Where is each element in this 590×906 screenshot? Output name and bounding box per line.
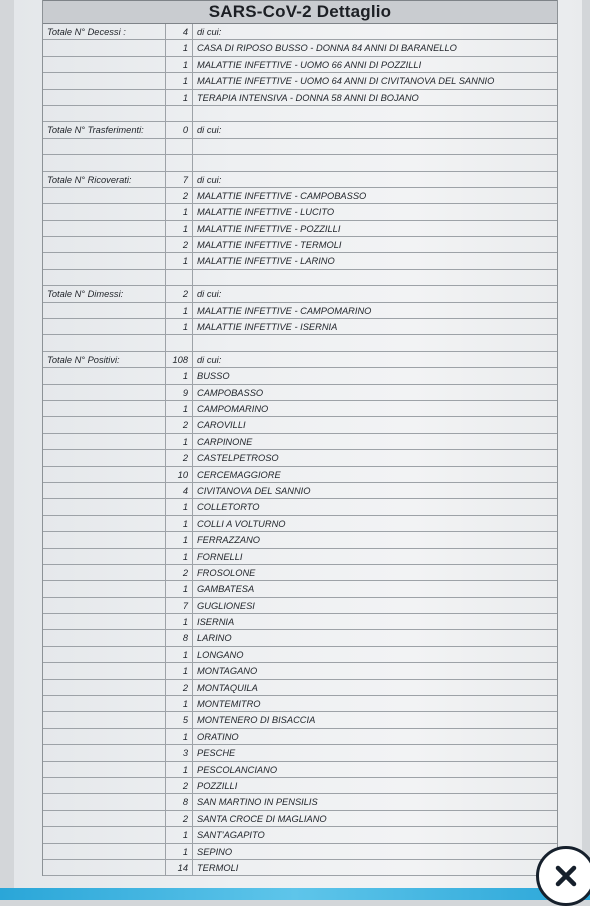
table-row [43, 57, 557, 73]
table-row [43, 630, 557, 646]
row-count: 7 [165, 172, 193, 187]
row-label: Totale N° Trasferimenti: [47, 125, 144, 136]
row-count: 7 [165, 598, 193, 613]
row-count: 1 [165, 73, 193, 88]
row-label: Totale N° Ricoverati: [47, 174, 132, 185]
table-row [43, 270, 557, 286]
row-count: 14 [165, 860, 193, 875]
row-label [47, 417, 165, 432]
row-label [47, 860, 165, 875]
row-label [47, 778, 165, 793]
table-row [43, 614, 557, 630]
row-description: MALATTIE INFETTIVE - CAMPOMARINO [197, 305, 372, 316]
row-count: 1 [165, 844, 193, 859]
table-row [43, 729, 557, 745]
row-count: 1 [165, 90, 193, 105]
row-label [47, 319, 165, 334]
row-description: MALATTIE INFETTIVE - UOMO 66 ANNI DI POZZILLI [197, 59, 422, 70]
row-label [47, 712, 165, 727]
row-count: 2 [165, 237, 193, 252]
table-row [43, 40, 557, 56]
table-row [43, 155, 557, 171]
row-label [47, 450, 165, 465]
row-count: 1 [165, 581, 193, 596]
row-count: 2 [165, 778, 193, 793]
row-label [47, 630, 165, 645]
row-label [47, 90, 165, 105]
row-count: 1 [165, 303, 193, 318]
row-count: 10 [165, 467, 193, 482]
table-row [43, 860, 557, 876]
row-description: CIVITANOVA DEL SANNIO [197, 485, 311, 496]
row-count: 2 [165, 188, 193, 203]
table-row [43, 73, 557, 89]
row-label [47, 680, 165, 695]
row-description: SAN MARTINO IN PENSILIS [197, 797, 318, 808]
row-count: 1 [165, 549, 193, 564]
row-count: 1 [165, 729, 193, 744]
row-label [47, 647, 165, 662]
row-label [47, 499, 165, 514]
row-label [47, 827, 165, 842]
row-description: MALATTIE INFETTIVE - LUCITO [197, 207, 335, 218]
row-label: Totale N° Dimessi: [47, 289, 124, 300]
row-count: 8 [165, 794, 193, 809]
row-label [47, 565, 165, 580]
row-description: COLLI A VOLTURNO [197, 518, 286, 529]
row-count [165, 335, 193, 350]
table-row [43, 90, 557, 106]
table-row [43, 565, 557, 581]
row-count: 3 [165, 745, 193, 760]
table-row [43, 401, 557, 417]
row-description: BUSSO [197, 371, 230, 382]
row-count: 8 [165, 630, 193, 645]
table-row [43, 844, 557, 860]
row-count: 1 [165, 499, 193, 514]
row-description: GUGLIONESI [197, 600, 255, 611]
table-row [43, 647, 557, 663]
table-row [43, 237, 557, 253]
row-count: 1 [165, 40, 193, 55]
row-description: COLLETORTO [197, 502, 260, 513]
row-count [165, 106, 193, 121]
row-count: 1 [165, 696, 193, 711]
total-row [43, 352, 557, 368]
row-count: 2 [165, 811, 193, 826]
row-count: 1 [165, 532, 193, 547]
row-label [47, 581, 165, 596]
table-row [43, 663, 557, 679]
row-label [47, 368, 165, 383]
row-label [47, 155, 165, 170]
row-label [47, 762, 165, 777]
table-row [43, 417, 557, 433]
row-count: 0 [165, 122, 193, 137]
row-description: PESCOLANCIANO [197, 764, 278, 775]
row-description: CERCEMAGGIORE [197, 469, 281, 480]
row-label [47, 221, 165, 236]
row-description: FROSOLONE [197, 567, 256, 578]
table-row [43, 303, 557, 319]
row-label [47, 663, 165, 678]
close-icon [551, 861, 581, 891]
row-description: di cui: [197, 125, 222, 136]
row-count: 1 [165, 614, 193, 629]
row-label [47, 401, 165, 416]
table-row [43, 450, 557, 466]
row-description: ISERNIA [197, 617, 235, 628]
table-row [43, 499, 557, 515]
row-label [47, 532, 165, 547]
row-description: SEPINO [197, 846, 233, 857]
close-button[interactable] [536, 846, 590, 906]
table-row [43, 483, 557, 499]
row-label [47, 270, 165, 285]
row-description: MONTAQUILA [197, 682, 258, 693]
row-description: CAMPOBASSO [197, 387, 264, 398]
row-label [47, 811, 165, 826]
row-count: 1 [165, 647, 193, 662]
row-description: CAMPOMARINO [197, 403, 269, 414]
table-row [43, 598, 557, 614]
row-description: FORNELLI [197, 551, 243, 562]
row-count: 1 [165, 762, 193, 777]
table-row [43, 434, 557, 450]
table-row [43, 188, 557, 204]
row-description: CARPINONE [197, 436, 253, 447]
row-description: CASA DI RIPOSO BUSSO - DONNA 84 ANNI DI BARANELLO [197, 43, 457, 54]
table-row [43, 532, 557, 548]
row-description: CAROVILLI [197, 420, 246, 431]
row-description: CASTELPETROSO [197, 453, 279, 464]
row-description: SANTA CROCE DI MAGLIANO [197, 813, 327, 824]
row-label [47, 614, 165, 629]
row-count: 9 [165, 385, 193, 400]
row-label [47, 303, 165, 318]
row-description: di cui: [197, 289, 222, 300]
row-count: 4 [165, 24, 193, 39]
row-label [47, 598, 165, 613]
table-row [43, 221, 557, 237]
row-count: 2 [165, 286, 193, 301]
total-row [43, 286, 557, 302]
table-row [43, 827, 557, 843]
table-row [43, 712, 557, 728]
row-label [47, 467, 165, 482]
row-label [47, 745, 165, 760]
table-row [43, 253, 557, 269]
row-count: 1 [165, 663, 193, 678]
row-label [47, 385, 165, 400]
table-row [43, 680, 557, 696]
row-label [47, 729, 165, 744]
row-description: GAMBATESA [197, 584, 255, 595]
row-count: 108 [165, 352, 193, 367]
row-description: MONTAGANO [197, 666, 258, 677]
row-description: MALATTIE INFETTIVE - UOMO 64 ANNI DI CIVITANOVA DEL SANNIO [197, 76, 495, 87]
row-count: 1 [165, 434, 193, 449]
row-label [47, 73, 165, 88]
row-count: 1 [165, 204, 193, 219]
row-label [47, 188, 165, 203]
row-description: TERMOLI [197, 862, 239, 873]
table-row [43, 516, 557, 532]
row-label [47, 335, 165, 350]
row-label [47, 237, 165, 252]
row-label [47, 549, 165, 564]
table-row [43, 794, 557, 810]
row-count: 5 [165, 712, 193, 727]
table-row [43, 385, 557, 401]
row-description: MONTENERO DI BISACCIA [197, 715, 316, 726]
table-row [43, 581, 557, 597]
row-description: SANT'AGAPITO [197, 830, 265, 841]
table-row [43, 549, 557, 565]
row-count: 1 [165, 221, 193, 236]
table-row [43, 319, 557, 335]
row-description: LARINO [197, 633, 232, 644]
row-description: MALATTIE INFETTIVE - POZZILLI [197, 223, 341, 234]
row-label [47, 204, 165, 219]
row-description: LONGANO [197, 649, 244, 660]
row-count [165, 155, 193, 170]
row-description: MALATTIE INFETTIVE - LARINO [197, 256, 335, 267]
row-count: 1 [165, 827, 193, 842]
table-row [43, 762, 557, 778]
row-description: MALATTIE INFETTIVE - CAMPOBASSO [197, 190, 367, 201]
report-rows [43, 24, 557, 876]
row-count [165, 139, 193, 154]
row-label: Totale N° Decessi : [47, 27, 126, 37]
photographed-document [14, 0, 582, 900]
row-description: MONTEMITRO [197, 699, 261, 710]
table-row [43, 696, 557, 712]
row-description: FERRAZZANO [197, 535, 261, 546]
row-description: di cui: [197, 354, 222, 365]
row-label [47, 483, 165, 498]
table-row [43, 204, 557, 220]
table-row [43, 745, 557, 761]
row-label [47, 794, 165, 809]
row-label [47, 434, 165, 449]
row-description: ORATINO [197, 731, 239, 742]
row-description: di cui: [197, 174, 222, 185]
total-row [43, 172, 557, 188]
row-label [47, 844, 165, 859]
row-description: MALATTIE INFETTIVE - ISERNIA [197, 322, 338, 333]
row-label [47, 696, 165, 711]
table-row [43, 139, 557, 155]
row-label [47, 106, 165, 121]
row-count: 4 [165, 483, 193, 498]
document-title: SARS-CoV-2 Dettaglio [43, 0, 557, 24]
row-count: 2 [165, 417, 193, 432]
table-row [43, 811, 557, 827]
row-label [47, 139, 165, 154]
row-count [165, 270, 193, 285]
table-row [43, 106, 557, 122]
row-count: 1 [165, 516, 193, 531]
row-count: 1 [165, 368, 193, 383]
row-count: 2 [165, 450, 193, 465]
table-row [43, 368, 557, 384]
total-row [43, 24, 557, 40]
row-count: 1 [165, 57, 193, 72]
row-count: 1 [165, 253, 193, 268]
table-row [43, 778, 557, 794]
row-description: PESCHE [197, 748, 236, 759]
row-label [47, 253, 165, 268]
row-description: TERAPIA INTENSIVA - DONNA 58 ANNI DI BOJANO [197, 92, 419, 103]
report-table [42, 0, 558, 876]
table-row [43, 335, 557, 351]
table-row [43, 467, 557, 483]
row-count: 1 [165, 319, 193, 334]
total-row [43, 122, 557, 138]
row-label [47, 57, 165, 72]
row-label: Totale N° Positivi: [47, 354, 120, 365]
row-description: MALATTIE INFETTIVE - TERMOLI [197, 240, 342, 251]
row-description: POZZILLI [197, 780, 238, 791]
row-count: 2 [165, 680, 193, 695]
bottom-accent-bar [0, 888, 590, 900]
row-count: 1 [165, 401, 193, 416]
row-description: di cui: [197, 27, 222, 37]
row-label [47, 40, 165, 55]
row-count: 2 [165, 565, 193, 580]
row-label [47, 516, 165, 531]
